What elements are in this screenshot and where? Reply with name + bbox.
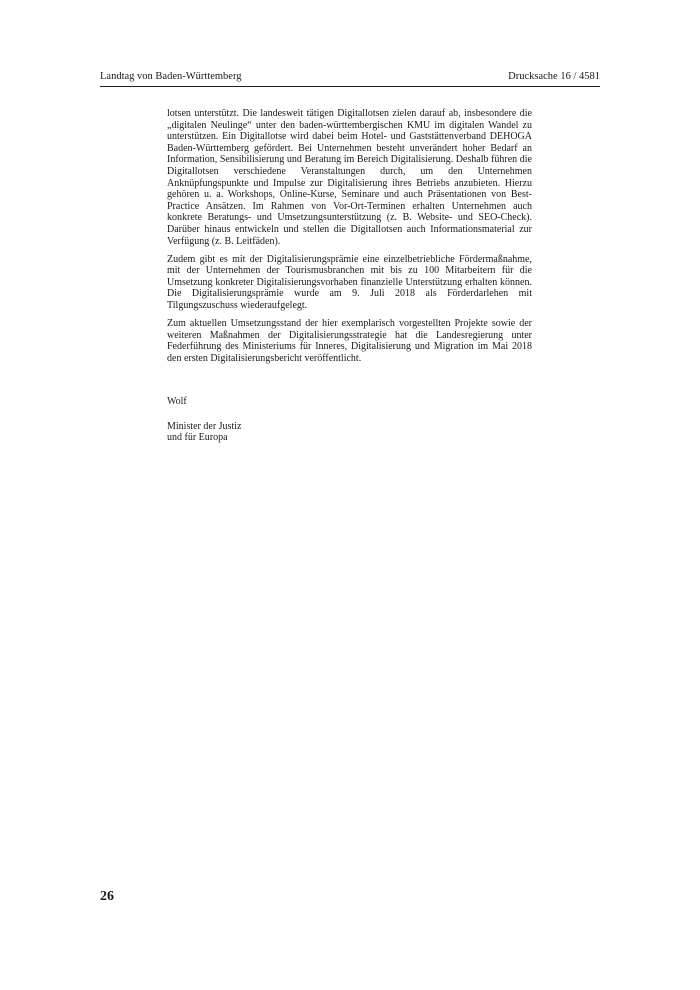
page-number: 26 <box>100 889 114 904</box>
page-header <box>100 70 600 87</box>
header-parliament-name: Landtag von Baden-Württemberg <box>100 71 242 82</box>
signatory-name: Wolf <box>167 396 187 407</box>
signatory-title-line-1: Minister der Justiz <box>167 420 242 432</box>
paragraph: Zudem gibt es mit der Digitalisierungsprämie eine einzelbetriebliche Fördermaßnahme, mit der Unternehmen der Tourismusbranchen mit bis zu 100 Mitarbeitern für die Umsetzung konkreter Digitalisierungsvorhaben finanzielle Unterstützung erhalten können. Die Digitalisierungsprämie wurde am 9. Juli 2018 als Förderdarlehen mit Tilgungszuschuss wiederaufgelegt. <box>167 253 532 311</box>
paragraph: Zum aktuellen Umsetzungsstand der hier exemplarisch vorgestellten Projekte sowie der weiteren Maßnahmen der Digitalisierungsstrategie hat die Landesregierung unter Federführung des Ministeriums für Inneres, Digitalisierung und Migration im Mai 2018 den ersten Digitalisierungsbericht veröffentlicht. <box>167 318 532 364</box>
header-document-number: Drucksache 16 / 4581 <box>508 71 600 82</box>
signature-block <box>167 396 241 444</box>
signatory-title-line-2: und für Europa <box>167 432 228 444</box>
body-text <box>167 108 532 371</box>
paragraph: lotsen unterstützt. Die landesweit tätigen Digitallotsen zielen darauf ab, insbesondere die „digitalen Neulinge“ unter den baden-württembergischen KMU im digitalen Wandel zu unterstützen. Ein Digitallotse wird dabei beim Hotel- und Gaststättenverband DEHOGA Baden-Württemberg gefördert. Bei Unternehmen besteht unverändert hoher Bedarf an Information, Sensibilisierung und Beratung im Bereich Digitalisierung. Deshalb führen die Digitallotsen verschiedene Veranstaltungen durch, um den Unternehmen Anknüpfungspunkte und Impulse zur Digitalisierung ihres Betriebs anzubieten. Hierzu gehören u. a. Workshops, Online-Kurse, Seminare und auch Präsentationen von Best-Practice Ansätzen. Im Rahmen von Vor-Ort-Terminen erhalten Unternehmen auch konkrete Beratungs- und Umsetzungsunterstützung (z. B. Website- und SEO-Check). Darüber hinaus entwickeln und stellen die Digitallotsen auch Informationsmaterial zur Verfügung (z. B. Leitfäden). <box>167 108 532 247</box>
